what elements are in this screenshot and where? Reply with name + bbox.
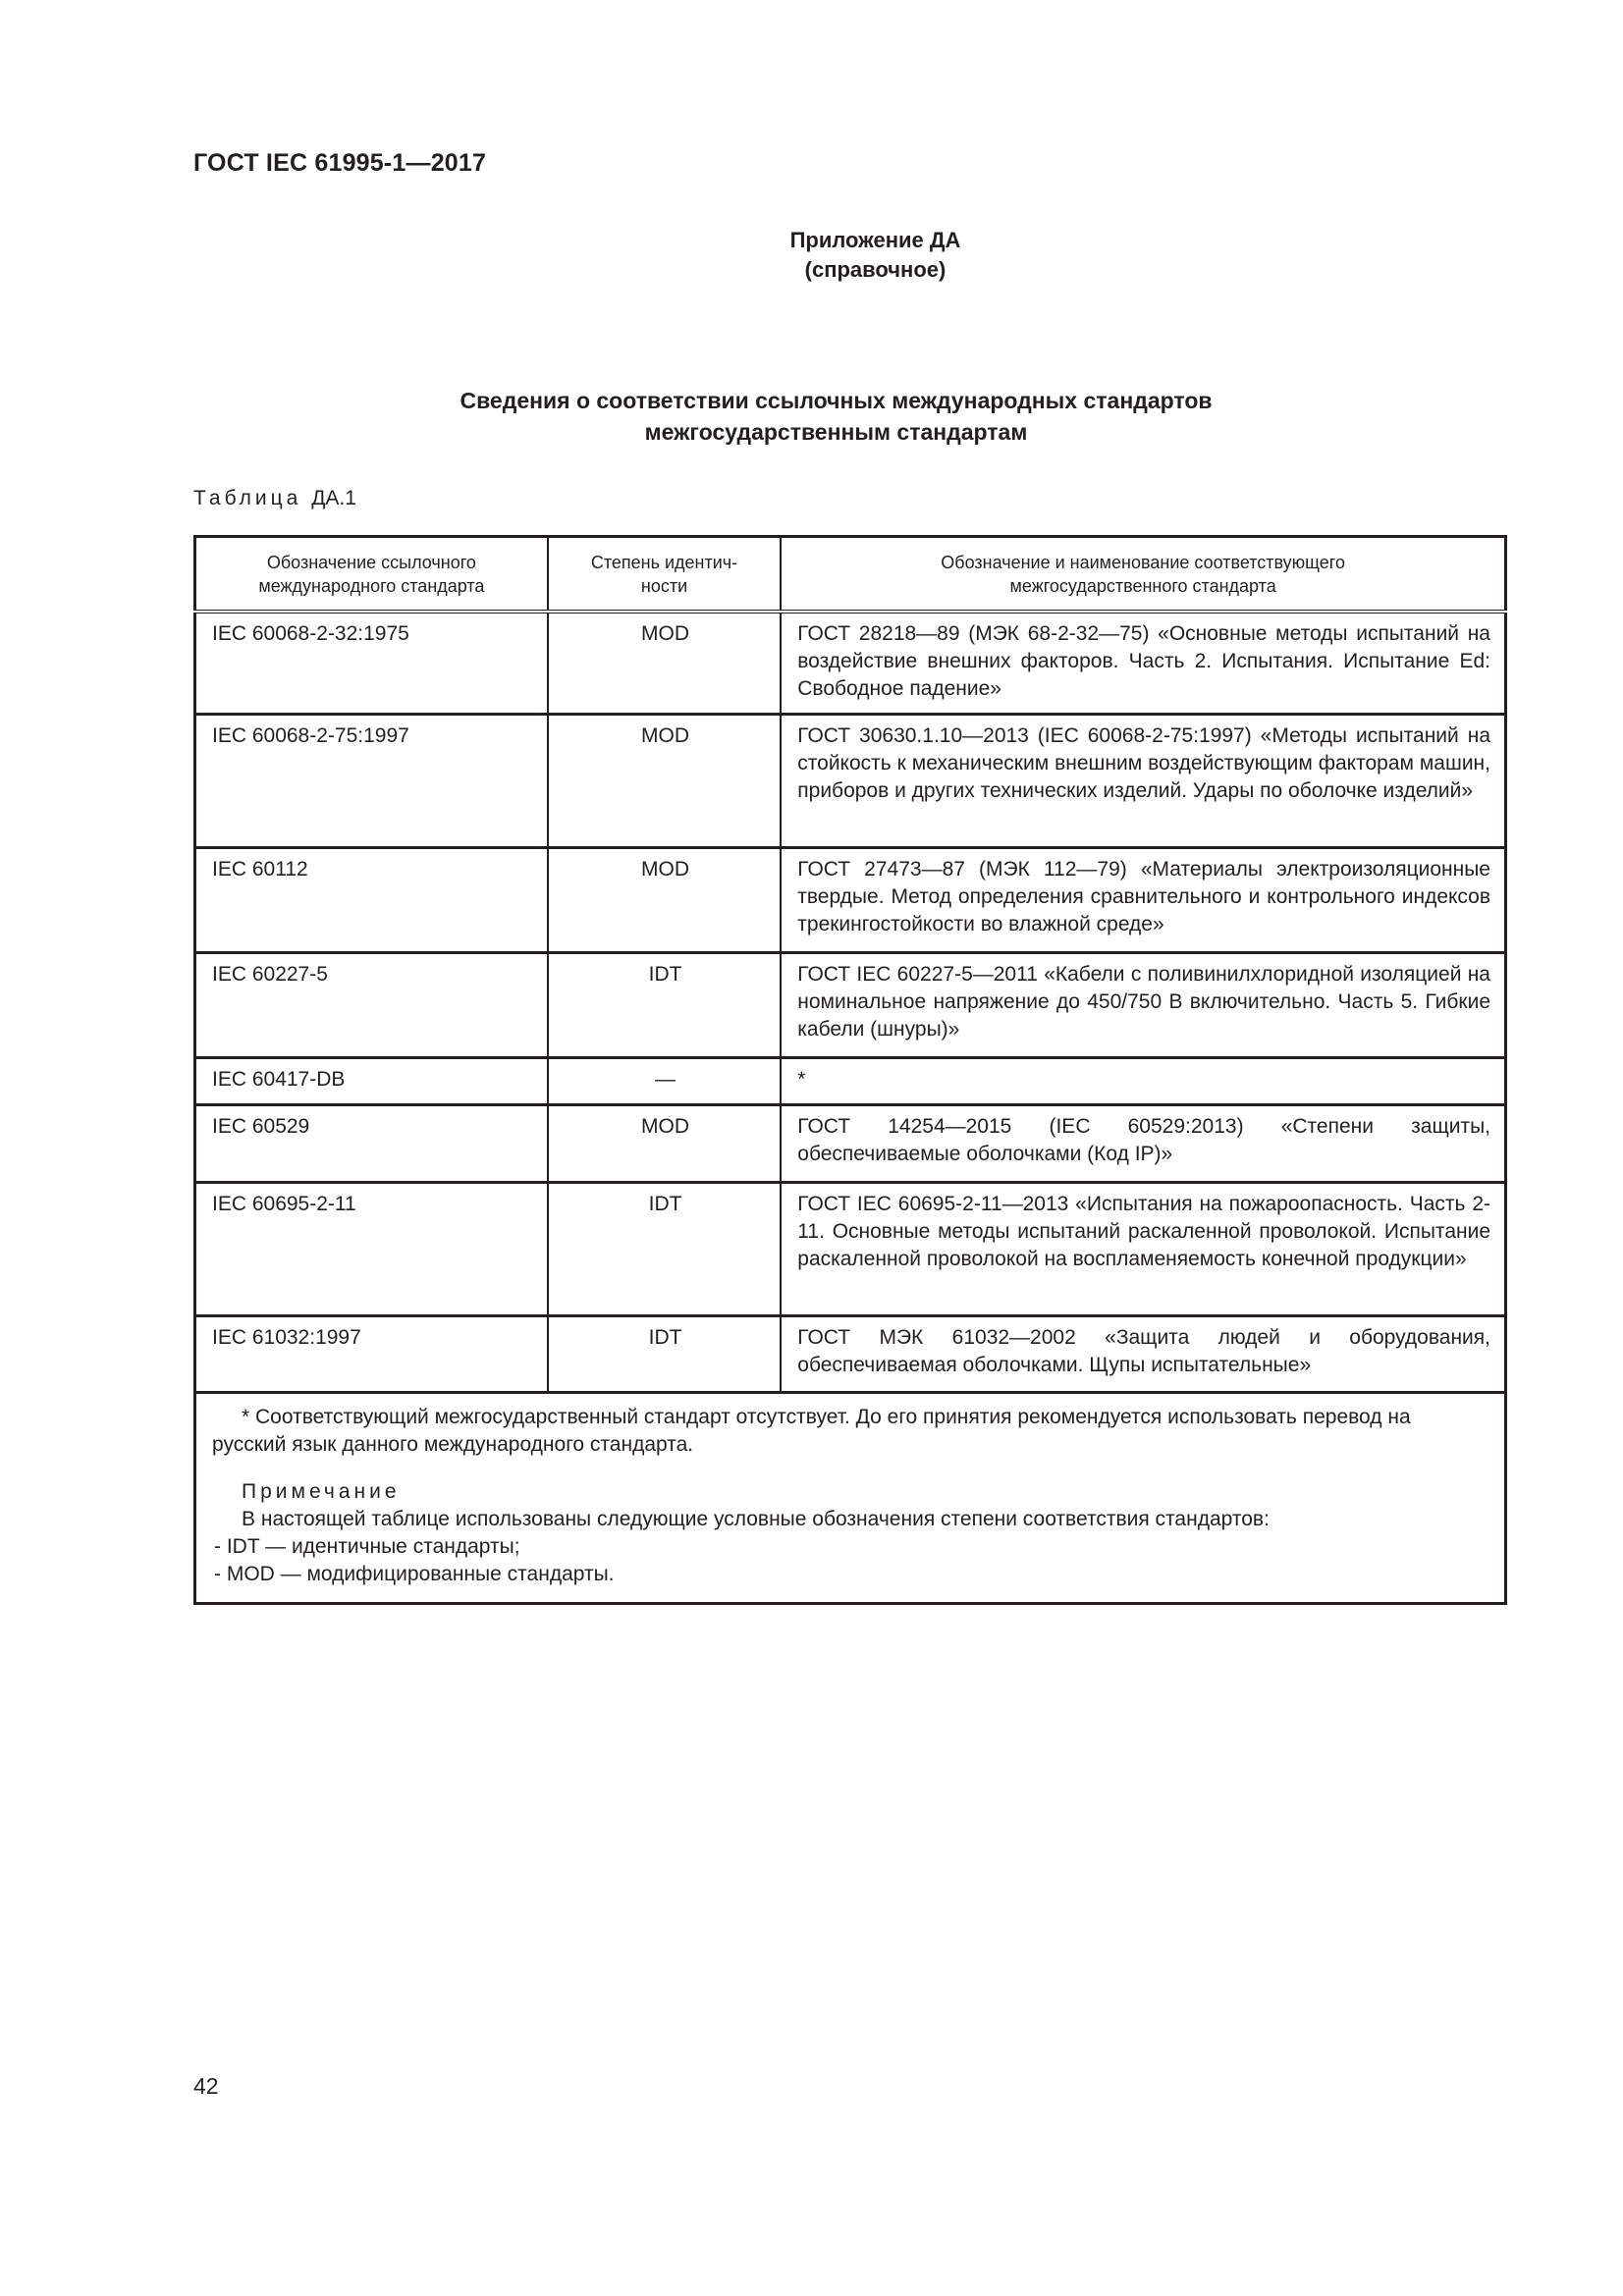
cell-degree: MOD (548, 848, 781, 953)
table-caption-number: ДА.1 (311, 487, 356, 509)
appendix-subtitle: (справочное) (804, 257, 947, 282)
cell-standard: IEC 60695-2-11 (195, 1183, 548, 1316)
cell-degree: MOD (548, 1105, 781, 1183)
cell-interstate-standard: ГОСТ 28218—89 (МЭК 68-2-32—75) «Основные методы испытаний на воздействие внешних факторов. Часть 2. Испытания. Испытание Ed: Свободное падение» (781, 612, 1505, 715)
header-line: ности (640, 575, 688, 596)
cell-standard: IEC 60112 (195, 848, 548, 953)
table-row (195, 1316, 1506, 1393)
table-caption-word: Таблица (193, 487, 302, 509)
cell-interstate-standard: ГОСТ 30630.1.10—2013 (IEC 60068-2-75:1997) «Методы испытаний на стойкость к механическим внешним воздействующим факторам машин, приборов и других технических изделий. Удары по оболочке изделий» (781, 715, 1505, 848)
table-header-row (195, 537, 1506, 613)
section-title (0, 385, 1623, 448)
cell-degree: IDT (548, 1183, 781, 1316)
table-row (195, 1183, 1506, 1316)
header-line: Степень идентич- (590, 552, 738, 572)
table-footer (195, 1393, 1506, 1604)
table-row (195, 848, 1506, 953)
correspondence-table (193, 535, 1507, 1605)
cell-degree: — (548, 1058, 781, 1105)
cell-interstate-standard: ГОСТ МЭК 61032—2002 «Защита людей и оборудования, обеспечиваемая оболочками. Щупы испытательные» (781, 1316, 1505, 1393)
cell-interstate-standard: ГОСТ IEC 60695-2-11—2013 «Испытания на пожароопасность. Часть 2-11. Основные методы испытаний раскаленной проволокой. Испытание раскаленной проволокой на воспламеняемость конечной продукции» (781, 1183, 1505, 1316)
cell-interstate-standard: * (781, 1058, 1505, 1105)
cell-interstate-standard: ГОСТ 27473—87 (МЭК 112—79) «Материалы электроизоляционные твердые. Метод определения сравнительного и контрольного индексов трекингостойкости во влажной среде» (781, 848, 1505, 953)
page-number: 42 (193, 2073, 219, 2099)
cell-degree: IDT (548, 953, 781, 1058)
cell-standard: IEC 60068-2-75:1997 (195, 715, 548, 848)
table-caption (193, 487, 356, 510)
table-row (195, 612, 1506, 715)
section-title-line-1: Сведения о соответствии ссылочных международных стандартов (460, 388, 1213, 413)
cell-standard: IEC 61032:1997 (195, 1316, 548, 1393)
document-code: ГОСТ IEC 61995-1—2017 (193, 149, 487, 177)
column-header-degree (548, 537, 781, 613)
table-row (195, 1105, 1506, 1183)
cell-interstate-standard: ГОСТ 14254—2015 (IEC 60529:2013) «Степени защиты, обеспечиваемые оболочками (Код IP)» (781, 1105, 1505, 1183)
table-row (195, 953, 1506, 1058)
table-row (195, 1058, 1506, 1105)
appendix-title: Приложение ДА (789, 228, 961, 252)
column-header-standard (195, 537, 548, 613)
note-title: Примечание (242, 1480, 401, 1503)
header-line: межгосударственного стандарта (1009, 575, 1276, 596)
note-intro: В настоящей таблице использованы следующие условные обозначения степени соответствия стандартов: (242, 1508, 1270, 1530)
note-item-mod: - MOD — модифицированные стандарты. (214, 1563, 615, 1585)
cell-standard: IEC 60068-2-32:1975 (195, 612, 548, 715)
cell-standard: IEC 60227-5 (195, 953, 548, 1058)
cell-degree: IDT (548, 1316, 781, 1393)
header-line: Обозначение и наименование соответствующего (941, 552, 1345, 572)
section-title-line-2: межгосударственным стандартам (644, 419, 1028, 445)
cell-interstate-standard: ГОСТ IEC 60227-5—2011 «Кабели с поливинилхлоридной изоляцией на номинальное напряжение до 450/750 В включительно. Часть 5. Гибкие кабели (шнуры)» (781, 953, 1505, 1058)
header-line: Обозначение ссылочного (266, 552, 476, 572)
footnote: * Соответствующий межгосударственный стандарт отсутствует. До его принятия рекомендуется использовать перевод на русский язык данного международного стандарта. (212, 1406, 1411, 1456)
table-footer-row (195, 1393, 1506, 1604)
column-header-interstate-standard (781, 537, 1505, 613)
cell-standard: IEC 60529 (195, 1105, 548, 1183)
note-item-idt: - IDT — идентичные стандарты; (214, 1535, 520, 1558)
cell-degree: MOD (548, 715, 781, 848)
header-line: международного стандарта (258, 575, 485, 596)
appendix-heading (0, 226, 1623, 285)
table-row (195, 715, 1506, 848)
cell-degree: MOD (548, 612, 781, 715)
cell-standard: IEC 60417-DB (195, 1058, 548, 1105)
